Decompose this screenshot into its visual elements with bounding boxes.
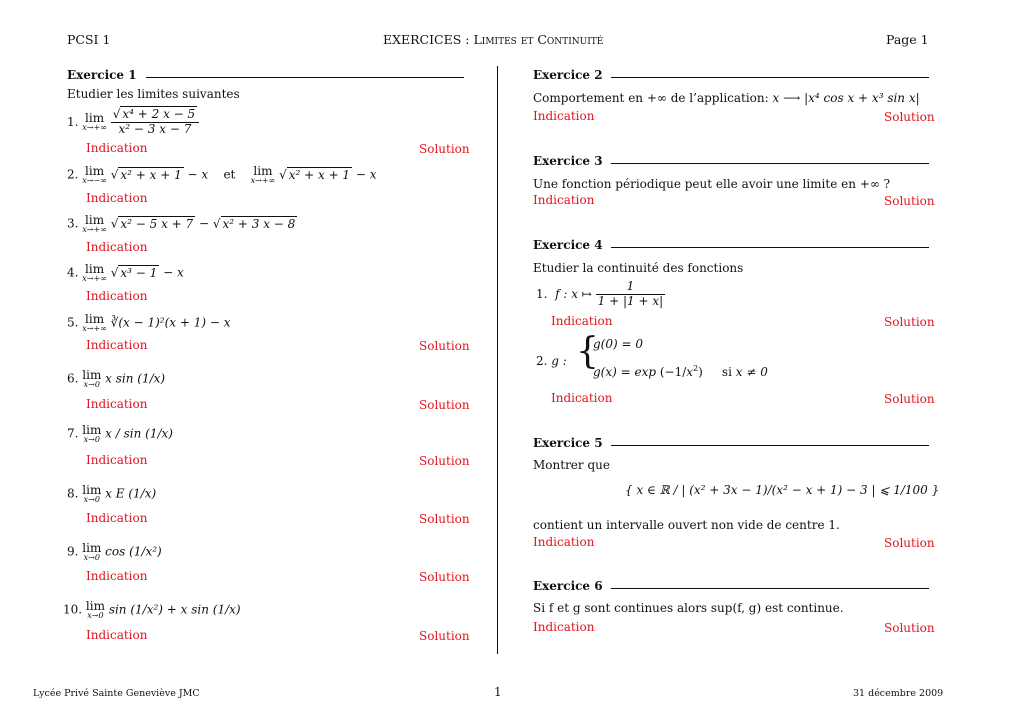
ex6-solution-link[interactable]: Solution (884, 621, 935, 635)
ex1-9-indication-link[interactable]: Indication (86, 569, 148, 583)
ex1-1-indication-link[interactable]: Indication (86, 141, 148, 155)
ex1-item-7: 7. lim x→0 x / sin (1/x) (67, 423, 173, 444)
ex3-rule (611, 163, 929, 164)
ex4-intro: Etudier la continuité des fonctions (533, 261, 744, 275)
ex1-10-indication-link[interactable]: Indication (86, 628, 148, 642)
ex2-solution-link[interactable]: Solution (884, 110, 935, 124)
column-divider (497, 66, 498, 654)
footer-page-number: 1 (494, 685, 502, 699)
ex4-2-indication-link[interactable]: Indication (551, 391, 613, 405)
ex5-set-expression: { x ∈ ℝ / | (x² + 3x − 1)/(x² − x + 1) − 3 | ⩽ 1/100 } (625, 483, 940, 497)
ex2-rule (611, 77, 929, 78)
ex2-title: Exercice 2 (533, 68, 603, 82)
footer-date: 31 décembre 2009 (853, 688, 944, 699)
header-left: PCSI 1 (67, 32, 111, 47)
ex4-title: Exercice 4 (533, 238, 603, 252)
ex1-4-indication-link[interactable]: Indication (86, 289, 148, 303)
ex1-6-solution-link[interactable]: Solution (419, 398, 470, 412)
ex1-item-3: 3. lim x→+∞ √ x² − 5 x + 7 − √ x² + 3 x − 8 (67, 213, 296, 234)
ex4-g-line1: g(0) = 0 (593, 337, 643, 351)
ex1-item-1: 1. lim x→+∞ $\frac{\text{√ x⁴ + 2 x − 5}}{\text{x² − 3 x − 7}}$ (67, 108, 199, 137)
header-page: Page 1 (886, 32, 929, 47)
ex1-7-solution-link[interactable]: Solution (419, 454, 470, 468)
ex4-1-solution-link[interactable]: Solution (884, 315, 935, 329)
ex6-indication-link[interactable]: Indication (533, 620, 595, 634)
ex3-text: Une fonction périodique peut elle avoir une limite en +∞ ? (533, 177, 891, 191)
header-title: EXERCICES : Limites et Continuité (383, 32, 604, 47)
ex1-7-indication-link[interactable]: Indication (86, 453, 148, 467)
ex1-item-6: 6. lim x→0 x sin (1/x) (67, 368, 166, 389)
ex5-title: Exercice 5 (533, 436, 603, 450)
ex1-title: Exercice 1 (67, 68, 137, 82)
ex3-indication-link[interactable]: Indication (533, 193, 595, 207)
ex1-10-solution-link[interactable]: Solution (419, 629, 470, 643)
ex1-3-indication-link[interactable]: Indication (86, 240, 148, 254)
ex4-rule (611, 247, 929, 248)
ex3-title: Exercice 3 (533, 154, 603, 168)
ex5-solution-link[interactable]: Solution (884, 536, 935, 550)
ex4-f: 1. f : x ↦ $\frac{1}{1 + |1 + x|}$ (536, 279, 664, 308)
ex5-intro: Montrer que (533, 458, 610, 472)
ex2-indication-link[interactable]: Indication (533, 109, 595, 123)
ex6-rule (611, 588, 929, 589)
ex1-item-10: 10. lim x→0 sin (1/x²) + x sin (1/x) (63, 599, 241, 620)
ex1-6-indication-link[interactable]: Indication (86, 397, 148, 411)
ex1-8-solution-link[interactable]: Solution (419, 512, 470, 526)
ex1-item-2: 2. lim x→−∞ √ x² + x + 1 − x et lim x→+∞ √ x² + x + 1 − x (67, 164, 377, 185)
ex1-9-solution-link[interactable]: Solution (419, 570, 470, 584)
ex6-title: Exercice 6 (533, 579, 603, 593)
ex1-item-9: 9. lim x→0 cos (1/x²) (67, 541, 162, 562)
ex4-g-label: 2. g : (536, 354, 567, 368)
ex1-2-indication-link[interactable]: Indication (86, 191, 148, 205)
footer-left: Lycée Privé Sainte Geneviève JMC (33, 688, 200, 699)
ex4-1-indication-link[interactable]: Indication (551, 314, 613, 328)
ex5-indication-link[interactable]: Indication (533, 535, 595, 549)
ex3-solution-link[interactable]: Solution (884, 194, 935, 208)
ex1-intro: Etudier les limites suivantes (67, 87, 240, 101)
ex5-outro: contient un intervalle ouvert non vide de centre 1. (533, 518, 840, 532)
ex4-g-line2: $g(x) = \exp (-1/x^2)$ si x ≠ 0 (593, 364, 768, 379)
ex1-rule (146, 77, 464, 78)
ex1-5-indication-link[interactable]: Indication (86, 338, 148, 352)
ex1-5-solution-link[interactable]: Solution (419, 339, 470, 353)
ex2-text: Comportement en +∞ de l’application: x ⟶ |x⁴ cos x + x³ sin x| (533, 91, 920, 105)
ex1-1-solution-link[interactable]: Solution (419, 142, 470, 156)
ex4-2-solution-link[interactable]: Solution (884, 392, 935, 406)
ex1-8-indication-link[interactable]: Indication (86, 511, 148, 525)
ex1-item-4: 4. lim x→+∞ √ x³ − 1 − x (67, 262, 184, 283)
ex6-text: Si f et g sont continues alors sup(f, g) est continue. (533, 601, 844, 615)
ex1-item-8: 8. lim x→0 x E (1/x) (67, 483, 157, 504)
ex4-g-brace: { (576, 331, 599, 372)
ex5-rule (611, 445, 929, 446)
ex1-item-5: 5. lim x→+∞ ∛(x − 1)²(x + 1) − x (67, 312, 231, 333)
